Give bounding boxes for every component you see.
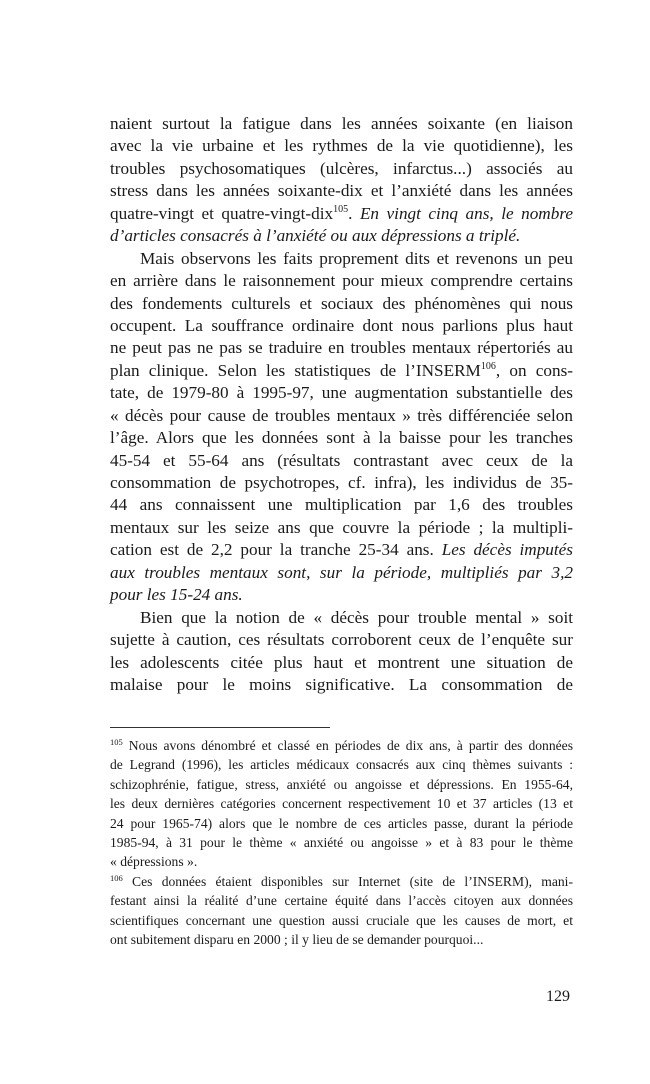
body-line — [110, 652, 573, 674]
text-segment: naient surtout la fatigue dans les années soixante (en liaison — [110, 114, 573, 133]
text-segment: 1985-94, à 31 pour le thème « anxiété ou angoisse » et à 83 pour le thème — [110, 834, 573, 850]
body-line — [110, 382, 573, 404]
footnote-line — [110, 755, 573, 774]
text-segment: malaise pour le moins significative. La consommation de — [110, 674, 573, 694]
footnotes — [110, 736, 573, 949]
italic-text: En vingt cinq ans, le nombre — [359, 203, 573, 223]
text-segment: festant ainsi la réalité d’une certaine équité dans l’accès citoyen aux données — [110, 893, 573, 909]
text-segment: 44 ans connaissent une multiplication par 1,6 des troubles — [110, 495, 573, 515]
text-segment: occupent. La souffrance ordinaire dont nous parlions plus haut — [110, 315, 573, 335]
footnote-separator — [110, 727, 330, 728]
body-line — [110, 674, 573, 696]
page-number: 129 — [546, 988, 570, 1005]
body-line — [110, 180, 573, 202]
text-segment: stress dans les années soixante-dix et l’anxiété dans les années — [110, 181, 573, 201]
text-segment: Mais observons les faits proprement dits et revenons un peu — [140, 248, 573, 268]
text-segment: scientifiques concernant une question aussi cruciale que les causes de mort, et — [110, 912, 573, 928]
text-segment: , on cons- — [495, 360, 574, 380]
body-line — [110, 158, 573, 180]
body-line — [110, 405, 573, 427]
footnote-reference: 106 — [110, 872, 123, 883]
italic-text: aux troubles mentaux sont, sur la période, multipliés par 3,2 — [110, 562, 573, 582]
footnote-reference: 105 — [110, 737, 123, 747]
text-segment: sujette à caution, ces résultats corroborent ceux de l’enquête sur — [110, 630, 573, 650]
body-line — [110, 629, 573, 651]
footnote-line — [110, 814, 573, 833]
text-segment: ont subitement disparu en 2000 ; il y lieu de se demander pourquoi... — [110, 931, 484, 947]
text-segment: ne peut pas ne pas se traduire en troubles mentaux répertoriés au — [110, 338, 573, 358]
body-line — [110, 539, 573, 561]
body-line — [110, 517, 573, 539]
body-line — [110, 225, 573, 247]
text-segment: 24 pour 1965-74) alors que le nombre de ces articles passe, durant la période — [110, 815, 573, 831]
text-segment: mentaux sur les seize ans que couvre la période ; la multipli- — [110, 517, 573, 537]
body-line — [110, 113, 573, 135]
body-line — [110, 562, 573, 584]
footnote-line — [110, 794, 573, 813]
text-segment: Nous avons dénombré et classé en périodes de dix ans, à partir des données — [122, 738, 573, 753]
body-line — [110, 135, 573, 157]
footnote-line — [110, 891, 573, 910]
footnote-line — [110, 872, 573, 891]
text-segment: les adolescents citée plus haut et montrent une situation de — [110, 652, 573, 672]
body-line — [110, 607, 573, 629]
body-line — [110, 360, 573, 382]
text-segment: « décès pour cause de troubles mentaux » très différenciée selon — [110, 405, 573, 425]
text-segment: troubles psychosomatiques (ulcères, infarctus...) associés au — [110, 158, 573, 178]
italic-text: pour les 15-24 ans. — [110, 585, 243, 605]
text-segment: plan clinique. Selon les statistiques de l’INSERM — [110, 360, 481, 380]
body-line — [110, 472, 573, 494]
body-line — [110, 315, 573, 337]
footnote-line — [110, 911, 573, 930]
body-text — [110, 113, 573, 696]
body-line — [110, 450, 573, 472]
text-segment: des fondements culturels et sociaux des phénomènes qui nous — [110, 293, 573, 313]
text-segment: quatre-vingt et quatre-vingt-dix — [110, 203, 334, 223]
text-segment: en arrière dans le raisonnement pour mieux comprendre certains — [110, 271, 573, 291]
text-segment: les deux dernières catégories concernent respectivement 10 et 37 articles (13 et — [110, 796, 573, 812]
text-segment: Ces données étaient disponibles sur Internet (site de l’INSERM), mani- — [122, 873, 573, 889]
footnote-line — [110, 775, 573, 794]
footnote-line — [110, 833, 573, 852]
body-line — [110, 584, 573, 606]
text-segment: consommation de psychotropes, cf. infra), les individus de 35- — [110, 473, 573, 492]
text-segment: schizophrénie, fatigue, stress, anxiété ou angoisse et dépressions. En 1955-64, — [110, 776, 573, 792]
body-line — [110, 494, 573, 516]
text-segment: l’âge. Alors que les données sont à la baisse pour les tranches — [110, 428, 573, 448]
body-line — [110, 203, 573, 225]
text-segment: cation est de 2,2 pour la tranche 25-34 ans. — [110, 540, 442, 560]
footnote-line — [110, 852, 573, 871]
text-segment: 45-54 et 55-64 ans (résultats contrastant avec ceux de la — [110, 450, 573, 470]
footnote-reference: 106 — [480, 360, 496, 372]
text-segment: Bien que la notion de « décès pour trouble mental » soit — [140, 607, 573, 627]
text-segment: « dépressions ». — [110, 854, 198, 870]
body-line — [110, 293, 573, 315]
text-segment: avec la vie urbaine et les rythmes de la vie quotidienne), les — [110, 136, 573, 156]
text-segment: de Legrand (1996), les articles médicaux consacrés aux cinq thèmes suivants : — [110, 757, 573, 773]
italic-text: Les décès imputés — [441, 540, 573, 560]
footnote-line — [110, 930, 573, 949]
text-segment: . — [348, 203, 360, 223]
text-segment: tate, de 1979-80 à 1995-97, une augmentation substantielle des — [110, 383, 573, 403]
body-line — [110, 337, 573, 359]
italic-text: d’articles consacrés à l’anxiété ou aux dépressions a triplé. — [110, 226, 521, 246]
body-line — [110, 427, 573, 449]
footnote-reference: 105 — [333, 203, 349, 215]
body-line — [110, 248, 573, 270]
body-line — [110, 270, 573, 292]
footnote-line — [110, 736, 573, 755]
